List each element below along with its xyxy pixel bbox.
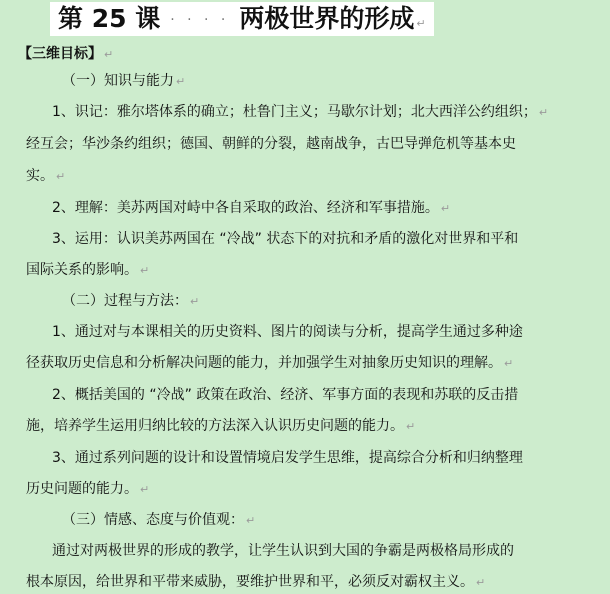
text-line: 根本原因，给世界和平带来威胁，要维护世界和平，必须反对霸权主义。 ↵ [26, 574, 486, 590]
text-line: 历史问题的能力。 ↵ [26, 481, 150, 497]
subheading-knowledge: （一）知识与能力 ↵ [62, 73, 186, 89]
text-line: 1、识记：雅尔塔体系的确立；杜鲁门主义；马歇尔计划；北大西洋公约组织； ↵ [52, 104, 549, 120]
text-line: 1、通过对与本课相关的历史资料、图片的阅读与分析，提高学生通过多种途 [52, 324, 523, 340]
subheading-values: （三）情感、态度与价值观： ↵ [62, 512, 256, 528]
text-line: 2、概括美国的 “冷战” 政策在政治、经济、军事方面的表现和苏联的反击措 [52, 387, 519, 403]
paragraph-mark-icon: ↵ [416, 17, 426, 30]
text-line: 3、通过系列问题的设计和设置情境启发学生思维，提高综合分析和归纳整理 [52, 450, 523, 466]
subheading-process: （二）过程与方法： ↵ [62, 293, 200, 309]
lesson-title [58, 4, 426, 39]
text-line: 经互会；华沙条约组织；德国、朝鲜的分裂，越南战争，古巴导弹危机等基本史 [26, 136, 516, 152]
text-line: 国际关系的影响。 ↵ [26, 262, 150, 278]
title-dots: · · · · [170, 12, 230, 28]
text-line: 2、理解：美苏两国对峙中各自采取的政治、经济和军事措施。 ↵ [52, 200, 451, 216]
text-line: 径获取历史信息和分析解决问题的能力，并加强学生对抽象历史知识的理解。 ↵ [26, 355, 514, 371]
lesson-number: 第 25 课 [58, 4, 161, 33]
lesson-topic: 两极世界的形成 [239, 4, 415, 33]
text-line: 施，培养学生运用归纳比较的方法深入认识历史问题的能力。 ↵ [26, 418, 416, 434]
section-heading: 【三维目标】 ↵ [18, 46, 114, 62]
text-line: 通过对两极世界的形成的教学，让学生认识到大国的争霸是两极格局形成的 [52, 543, 514, 559]
text-line: 3、运用：认识美苏两国在 “冷战” 状态下的对抗和矛盾的激化对世界和平和 [52, 231, 519, 247]
text-line: 实。 ↵ [26, 168, 66, 184]
